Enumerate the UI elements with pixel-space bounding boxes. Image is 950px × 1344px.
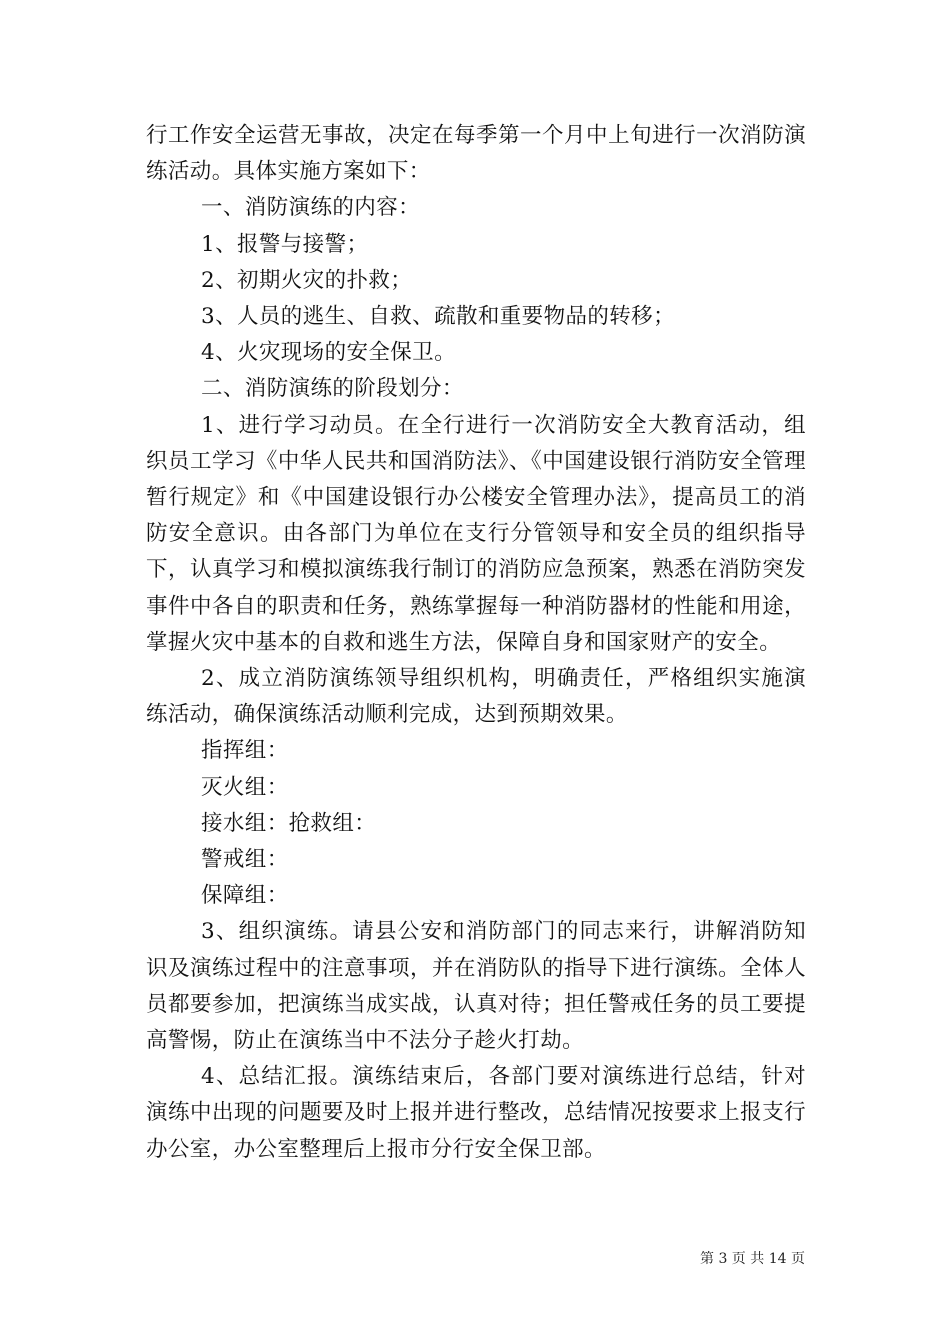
list-item: 4、火灾现场的安全保卫。 xyxy=(201,340,456,366)
group-label: 保障组： xyxy=(201,883,289,909)
paragraph: 行工作安全运营无事故，决定在每季第一个月中上旬进行一次消防演练活动。具体实施方案如下： xyxy=(146,123,806,185)
list-item: 1、报警与接警； xyxy=(201,231,369,257)
page-number-footer: 第 3 页 共 14 页 xyxy=(700,1251,805,1267)
group-label: 指挥组： xyxy=(201,738,289,764)
paragraph: 3、组织演练。请县公安和消防部门的同志来行，讲解消防知识及演练过程中的注意事项，并在消防队的指导下进行演练。全体人员都要参加，把演练当成实战，认真对待；担任警戒任务的员工要提高警惕，防止在演练当中不法分子趁火打劫。 xyxy=(146,919,806,1054)
paragraph: 2、成立消防演练领导组织机构，明确责任，严格组织实施演练活动，确保演练活动顺利完成，达到预期效果。 xyxy=(146,666,806,728)
group-label: 灭火组： xyxy=(201,774,289,800)
document-body xyxy=(146,118,806,1168)
paragraph: 4、总结汇报。演练结束后，各部门要对演练进行总结，针对演练中出现的问题要及时上报并进行整改，总结情况按要求上报支行办公室，办公室整理后上报市分行安全保卫部。 xyxy=(146,1064,806,1162)
group-label: 接水组：抢救组： xyxy=(201,810,377,836)
list-item: 2、初期火灾的扑救； xyxy=(201,267,413,293)
section-heading-contents: 一、消防演练的内容： xyxy=(201,195,421,221)
section-heading-stages: 二、消防演练的阶段划分： xyxy=(201,376,464,402)
group-label: 警戒组： xyxy=(201,847,289,873)
list-item: 3、人员的逃生、自救、疏散和重要物品的转移； xyxy=(201,304,675,330)
paragraph: 1、进行学习动员。在全行进行一次消防安全大教育活动，组织员工学习《中华人民共和国消防法》、《中国建设银行消防安全管理暂行规定》和《中国建设银行办公楼安全管理办法》，提高员工的消防安全意识。由各部门为单位在支行分管领导和安全员的组织指导下，认真学习和模拟演练我行制订的消防应急预案，熟悉在消防突发事件中各自的职责和任务，熟练掌握每一种消防器材的性能和用途，掌握火灾中基本的自救和逃生方法，保障自身和国家财产的安全。 xyxy=(146,412,806,655)
